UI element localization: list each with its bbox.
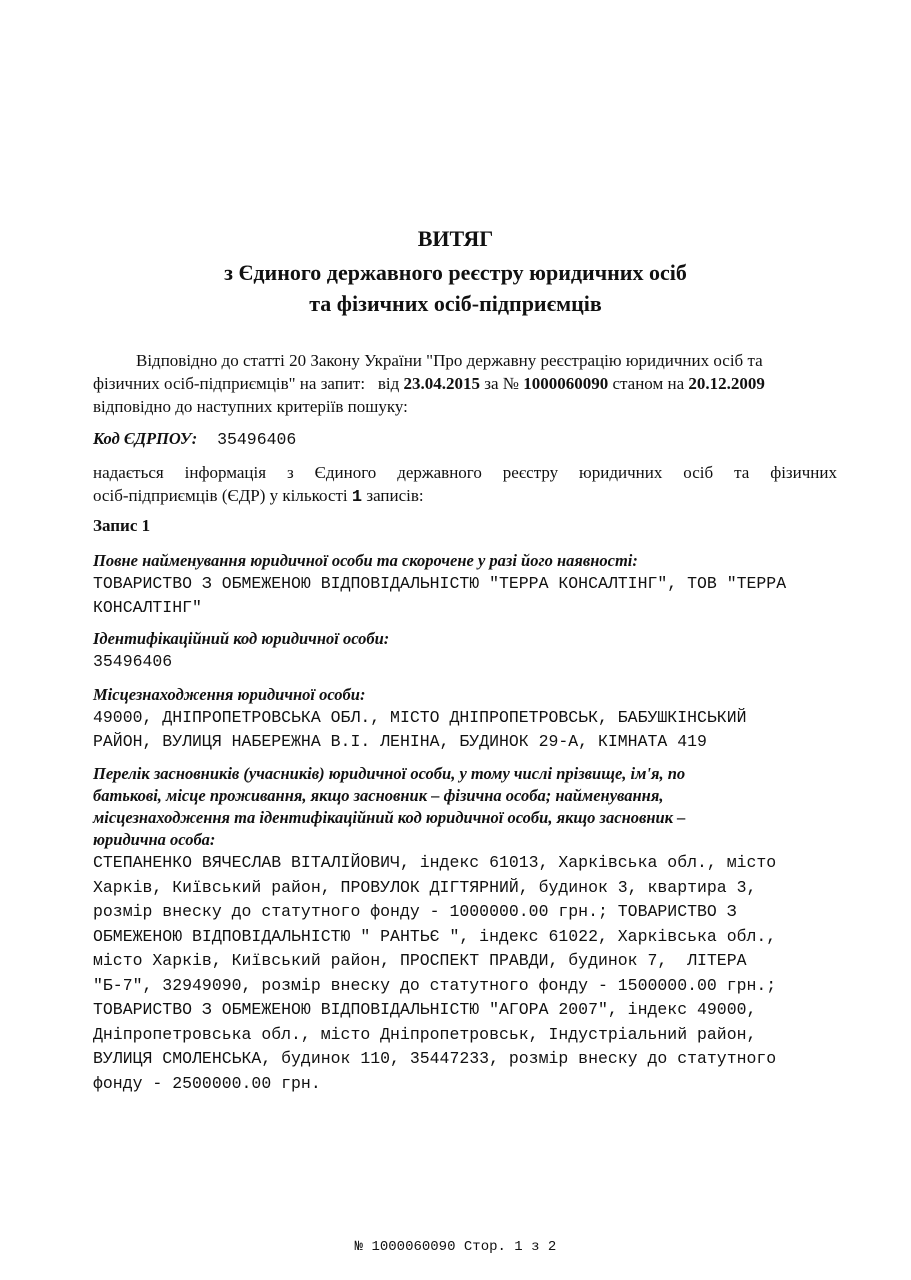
intro-line-2: фізичних осіб-підприємців" на запит: від 23.04.2015 за № 1000060090 станом на 20.12.2009 (93, 374, 765, 393)
request-number: 1000060090 (523, 374, 609, 393)
document-title: ВИТЯГ (417, 226, 494, 251)
name-section-line-1: ТОВАРИСТВО З ОБМЕЖЕНОЮ ВІДПОВІДАЛЬНІСТЮ "ТЕРРА КОНСАЛТІНГ", ТОВ "ТЕРРА (93, 574, 787, 593)
founders-line-1: СТЕПАНЕНКО ВЯЧЕСЛАВ ВІТАЛІЙОВИЧ, індекс 61013, Харківська обл., місто (93, 853, 777, 872)
founders-line-6: "Б-7", 32949090, розмір внеску до статутного фонду - 1500000.00 грн.; (93, 975, 777, 995)
founders-line-7: ТОВАРИСТВО З ОБМЕЖЕНОЮ ВІДПОВІДАЛЬНІСТЮ "АГОРА 2007", індекс 49000, (93, 1000, 757, 1019)
search-criteria (93, 428, 296, 450)
document-subtitle-line-2: та фізичних осіб-підприємців (309, 291, 602, 316)
info-line-2: осіб-підприємців (ЄДР) у кількості 1 записів: (93, 486, 424, 507)
name-section-line-2: КОНСАЛТІНГ" (93, 598, 202, 617)
founders-section-label-line-1: Перелік засновників (учасників) юридичної особи, у тому числі прізвище, ім'я, по (93, 764, 686, 783)
intro-line-3: відповідно до наступних критеріїв пошуку: (93, 397, 408, 416)
location-section-line-2: РАЙОН, ВУЛИЦЯ НАБЕРЕЖНА В.І. ЛЕНІНА, БУДИНОК 29-А, КІМНАТА 419 (93, 732, 707, 751)
founders-section-label-line-4: юридична особа: (93, 830, 216, 849)
code-section-value: 35496406 (93, 652, 173, 671)
request-date: 23.04.2015 (403, 374, 480, 393)
document-subtitle-line-1: з Єдиного державного реєстру юридичних осіб (224, 260, 687, 285)
founders-line-9: ВУЛИЦЯ СМОЛЕНСЬКА, будинок 110, 35447233, розмір внеску до статутного (93, 1049, 777, 1068)
location-section-line-1: 49000, ДНІПРОПЕТРОВСЬКА ОБЛ., МІСТО ДНІПРОПЕТРОВСЬК, БАБУШКІНСЬКИЙ (93, 708, 747, 727)
record-heading: Запис 1 (93, 516, 151, 535)
intro-line-1: Відповідно до статті 20 Закону України "Про державну реєстрацію юридичних осіб та (136, 351, 763, 370)
criteria-label: Код ЄДРПОУ: (93, 429, 198, 448)
founders-line-5: місто Харків, Київський район, ПРОСПЕКТ ПРАВДИ, будинок 7, ЛІТЕРА (93, 951, 747, 970)
criteria-value: 35496406 (217, 430, 297, 449)
founders-section-label-line-2: батькові, місце проживання, якщо засновник – фізична особа; найменування, (93, 786, 664, 805)
founders-line-3: розмір внеску до статутного фонду - 1000000.00 грн.; ТОВАРИСТВО З (93, 902, 737, 921)
founders-line-8: Дніпропетровська обл., місто Дніпропетровськ, Індустріальний район, (93, 1024, 757, 1044)
name-section-label: Повне найменування юридичної особи та скорочене у разі його наявності: (93, 551, 638, 570)
location-section-label: Місцезнаходження юридичної особи: (93, 685, 366, 704)
as-of-date: 20.12.2009 (688, 374, 765, 393)
info-line-1: надається інформація з Єдиного державного реєстру юридичних осіб та фізичних (93, 463, 837, 482)
founders-line-4: ОБМЕЖЕНОЮ ВІДПОВІДАЛЬНІСТЮ " РАНТЬЄ ", індекс 61022, Харківська обл., (93, 926, 777, 946)
founders-section-label-line-3: місцезнаходження та ідентифікаційний код юридичної особи, якщо засновник – (93, 808, 686, 827)
code-section-label: Ідентифікаційний код юридичної особи: (93, 629, 390, 648)
record-count: 1 (351, 488, 363, 507)
founders-line-2: Харків, Київський район, ПРОВУЛОК ДІГТЯРНИЙ, будинок 3, квартира 3, (93, 877, 757, 897)
founders-line-10: фонду - 2500000.00 грн. (93, 1073, 321, 1093)
page-footer: № 1000060090 Стор. 1 з 2 (354, 1239, 557, 1255)
